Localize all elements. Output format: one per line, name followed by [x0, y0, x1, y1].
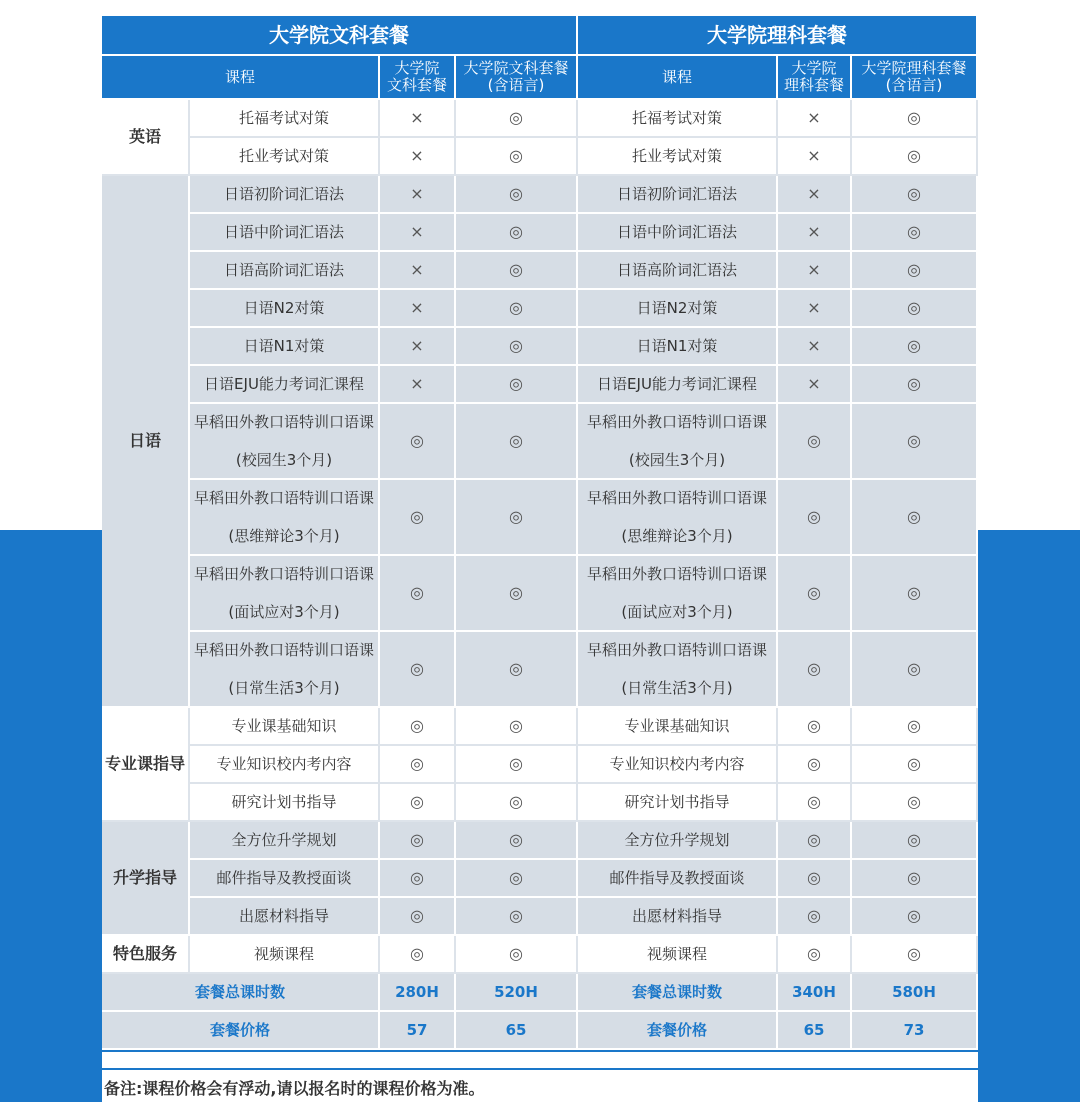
right-package-mark: ◎: [778, 556, 852, 632]
left-package-title: 大学院文科套餐: [102, 16, 578, 56]
left-package-mark: ×: [380, 290, 456, 328]
course-left: 日语N2对策: [190, 290, 380, 328]
right-package-mark: ×: [778, 366, 852, 404]
left-package-lang-mark: ◎: [456, 290, 578, 328]
left-package-lang-mark: ◎: [456, 632, 578, 708]
right-package-lang-mark: ◎: [852, 404, 978, 480]
left-course-header: 课程: [102, 56, 380, 100]
course-left: 专业课基础知识: [190, 708, 380, 746]
course-right-line-2: (面试应对3个月): [621, 603, 733, 621]
course-right: [578, 480, 778, 556]
course-left: [190, 480, 380, 556]
left-package-mark: ×: [380, 252, 456, 290]
course-left: 日语初阶词汇语法: [190, 176, 380, 214]
right-package-title: 大学院理科套餐: [578, 16, 978, 56]
left-package-lang-mark: ◎: [456, 328, 578, 366]
course-right: 邮件指导及教授面谈: [578, 860, 778, 898]
course-left-line-1: 早稻田外教口语特训口语课: [193, 413, 374, 431]
course-right: 专业知识校内考内容: [578, 746, 778, 784]
course-right: 托业考试对策: [578, 138, 778, 176]
course-right-line-2: (校园生3个月): [628, 451, 726, 469]
course-left: 研究计划书指导: [190, 784, 380, 822]
category-major: 专业课指导: [102, 708, 190, 822]
left-package-mark: ◎: [380, 784, 456, 822]
course-left: 邮件指导及教授面谈: [190, 860, 380, 898]
course-right-line-2: (日常生活3个月): [621, 679, 733, 697]
left-package-mark: ×: [380, 138, 456, 176]
left-price-label: 套餐价格: [102, 1012, 380, 1050]
left-package-lang-mark: ◎: [456, 822, 578, 860]
course-right-line-2: (思维辩论3个月): [621, 527, 733, 545]
course-left-line-2: (思维辩论3个月): [228, 527, 340, 545]
left-lang-total-hours: 520H: [456, 974, 578, 1012]
course-right: 出愿材料指导: [578, 898, 778, 936]
right-package-lang-mark: ◎: [852, 784, 978, 822]
course-right: [578, 632, 778, 708]
left-package-mark: ◎: [380, 822, 456, 860]
course-right: 托福考试对策: [578, 100, 778, 138]
left-package-lang-mark: ◎: [456, 784, 578, 822]
left-package-header-line-2: 文科套餐: [386, 76, 447, 94]
right-total-hours: 340H: [778, 974, 852, 1012]
course-left: 托福考试对策: [190, 100, 380, 138]
right-package-lang-mark: ◎: [852, 366, 978, 404]
left-package-mark: ◎: [380, 898, 456, 936]
right-package-mark: ×: [778, 214, 852, 252]
course-right: 日语中阶词汇语法: [578, 214, 778, 252]
left-package-lang-mark: ◎: [456, 176, 578, 214]
left-package-lang-mark: ◎: [456, 138, 578, 176]
course-right: 日语N2对策: [578, 290, 778, 328]
left-package-mark: ◎: [380, 632, 456, 708]
right-package-lang-mark: ◎: [852, 480, 978, 556]
course-right: 日语高阶词汇语法: [578, 252, 778, 290]
right-package-lang-mark: ◎: [852, 176, 978, 214]
course-right: [578, 404, 778, 480]
course-left: 日语中阶词汇语法: [190, 214, 380, 252]
left-package-mark: ×: [380, 328, 456, 366]
left-package-lang-mark: ◎: [456, 100, 578, 138]
right-package-mark: ◎: [778, 632, 852, 708]
left-package-lang-header-line-1: 大学院文科套餐: [463, 59, 569, 77]
course-right-line-1: 早稻田外教口语特训口语课: [586, 489, 767, 507]
right-package-mark: ×: [778, 100, 852, 138]
course-left: 视频课程: [190, 936, 380, 974]
course-left: [190, 556, 380, 632]
left-package-header: [380, 56, 456, 100]
left-package-mark: ◎: [380, 480, 456, 556]
course-right: 视频课程: [578, 936, 778, 974]
right-package-mark: ◎: [778, 860, 852, 898]
right-package-header-line-1: 大学院: [791, 59, 837, 77]
category-admission: 升学指导: [102, 822, 190, 936]
left-package-lang-mark: ◎: [456, 556, 578, 632]
course-left: 日语N1对策: [190, 328, 380, 366]
course-right: 日语初阶词汇语法: [578, 176, 778, 214]
right-package-lang-mark: ◎: [852, 328, 978, 366]
right-package-mark: ◎: [778, 746, 852, 784]
category-english: 英语: [102, 100, 190, 176]
right-package-header: [778, 56, 852, 100]
right-package-mark: ◎: [778, 898, 852, 936]
course-left: [190, 632, 380, 708]
left-package-mark: ◎: [380, 708, 456, 746]
left-package-mark: ◎: [380, 404, 456, 480]
right-package-lang-mark: ◎: [852, 100, 978, 138]
left-package-lang-header-line-2: (含语言): [487, 76, 545, 94]
course-left: 日语EJU能力考词汇课程: [190, 366, 380, 404]
course-right: 全方位升学规划: [578, 822, 778, 860]
left-package-lang-mark: ◎: [456, 936, 578, 974]
course-right-line-1: 早稻田外教口语特训口语课: [586, 565, 767, 583]
right-package-lang-header-line-1: 大学院理科套餐: [861, 59, 967, 77]
left-package-mark: ◎: [380, 936, 456, 974]
left-price: 57: [380, 1012, 456, 1050]
right-package-lang-mark: ◎: [852, 708, 978, 746]
category-japanese: 日语: [102, 176, 190, 708]
background-blue-left: [0, 1052, 102, 1102]
left-package-mark: ×: [380, 366, 456, 404]
course-left-line-2: (校园生3个月): [235, 451, 333, 469]
course-right-line-1: 早稻田外教口语特训口语课: [586, 413, 767, 431]
right-package-lang-mark: ◎: [852, 898, 978, 936]
left-package-lang-mark: ◎: [456, 480, 578, 556]
right-price: 65: [778, 1012, 852, 1050]
right-price-label: 套餐价格: [578, 1012, 778, 1050]
right-package-mark: ◎: [778, 480, 852, 556]
right-total-hours-label: 套餐总课时数: [578, 974, 778, 1012]
right-package-lang-mark: ◎: [852, 214, 978, 252]
right-package-lang-mark: ◎: [852, 632, 978, 708]
left-package-mark: ×: [380, 214, 456, 252]
right-course-header: 课程: [578, 56, 778, 100]
course-left: 日语高阶词汇语法: [190, 252, 380, 290]
left-package-mark: ◎: [380, 556, 456, 632]
right-package-mark: ◎: [778, 822, 852, 860]
course-left-line-2: (日常生活3个月): [228, 679, 340, 697]
right-package-lang-mark: ◎: [852, 290, 978, 328]
course-right: 专业课基础知识: [578, 708, 778, 746]
right-package-lang-mark: ◎: [852, 252, 978, 290]
right-package-mark: ◎: [778, 936, 852, 974]
course-right: 研究计划书指导: [578, 784, 778, 822]
left-package-lang-mark: ◎: [456, 252, 578, 290]
right-package-lang-mark: ◎: [852, 138, 978, 176]
right-package-mark: ×: [778, 290, 852, 328]
right-lang-total-hours: 580H: [852, 974, 978, 1012]
right-package-mark: ◎: [778, 784, 852, 822]
right-package-mark: ×: [778, 252, 852, 290]
right-package-mark: ◎: [778, 708, 852, 746]
course-left: 出愿材料指导: [190, 898, 380, 936]
right-package-lang-mark: ◎: [852, 936, 978, 974]
course-left: 托业考试对策: [190, 138, 380, 176]
course-left: 专业知识校内考内容: [190, 746, 380, 784]
right-package-lang-header-line-2: (含语言): [885, 76, 943, 94]
right-package-mark: ×: [778, 138, 852, 176]
package-comparison-table: [102, 16, 978, 1088]
course-left-line-1: 早稻田外教口语特训口语课: [193, 565, 374, 583]
right-package-lang-mark: ◎: [852, 746, 978, 784]
right-package-lang-mark: ◎: [852, 860, 978, 898]
course-left: 全方位升学规划: [190, 822, 380, 860]
left-package-lang-mark: ◎: [456, 366, 578, 404]
course-right: 日语EJU能力考词汇课程: [578, 366, 778, 404]
left-package-mark: ◎: [380, 746, 456, 784]
right-lang-price: 73: [852, 1012, 978, 1050]
left-package-lang-header: [456, 56, 578, 100]
footnote: 备注:课程价格会有浮动,请以报名时的课程价格为准。: [104, 1079, 485, 1098]
left-package-lang-mark: ◎: [456, 708, 578, 746]
left-package-lang-mark: ◎: [456, 404, 578, 480]
left-package-mark: ×: [380, 176, 456, 214]
course-left-line-1: 早稻田外教口语特训口语课: [193, 641, 374, 659]
left-package-mark: ×: [380, 100, 456, 138]
course-right-line-1: 早稻田外教口语特训口语课: [586, 641, 767, 659]
course-right: 日语N1对策: [578, 328, 778, 366]
right-package-lang-header: [852, 56, 978, 100]
right-package-mark: ◎: [778, 404, 852, 480]
right-package-header-line-2: 理科套餐: [783, 76, 844, 94]
background-blue-right: [978, 1052, 1080, 1102]
right-package-lang-mark: ◎: [852, 822, 978, 860]
course-left-line-1: 早稻田外教口语特训口语课: [193, 489, 374, 507]
course-left: [190, 404, 380, 480]
right-package-mark: ×: [778, 176, 852, 214]
left-package-lang-mark: ◎: [456, 860, 578, 898]
right-package-lang-mark: ◎: [852, 556, 978, 632]
left-lang-price: 65: [456, 1012, 578, 1050]
category-special: 特色服务: [102, 936, 190, 974]
left-package-header-line-1: 大学院: [394, 59, 440, 77]
left-package-mark: ◎: [380, 860, 456, 898]
left-total-hours: 280H: [380, 974, 456, 1012]
left-package-lang-mark: ◎: [456, 898, 578, 936]
course-right: [578, 556, 778, 632]
right-package-mark: ×: [778, 328, 852, 366]
left-total-hours-label: 套餐总课时数: [102, 974, 380, 1012]
course-left-line-2: (面试应对3个月): [228, 603, 340, 621]
left-package-lang-mark: ◎: [456, 214, 578, 252]
left-package-lang-mark: ◎: [456, 746, 578, 784]
